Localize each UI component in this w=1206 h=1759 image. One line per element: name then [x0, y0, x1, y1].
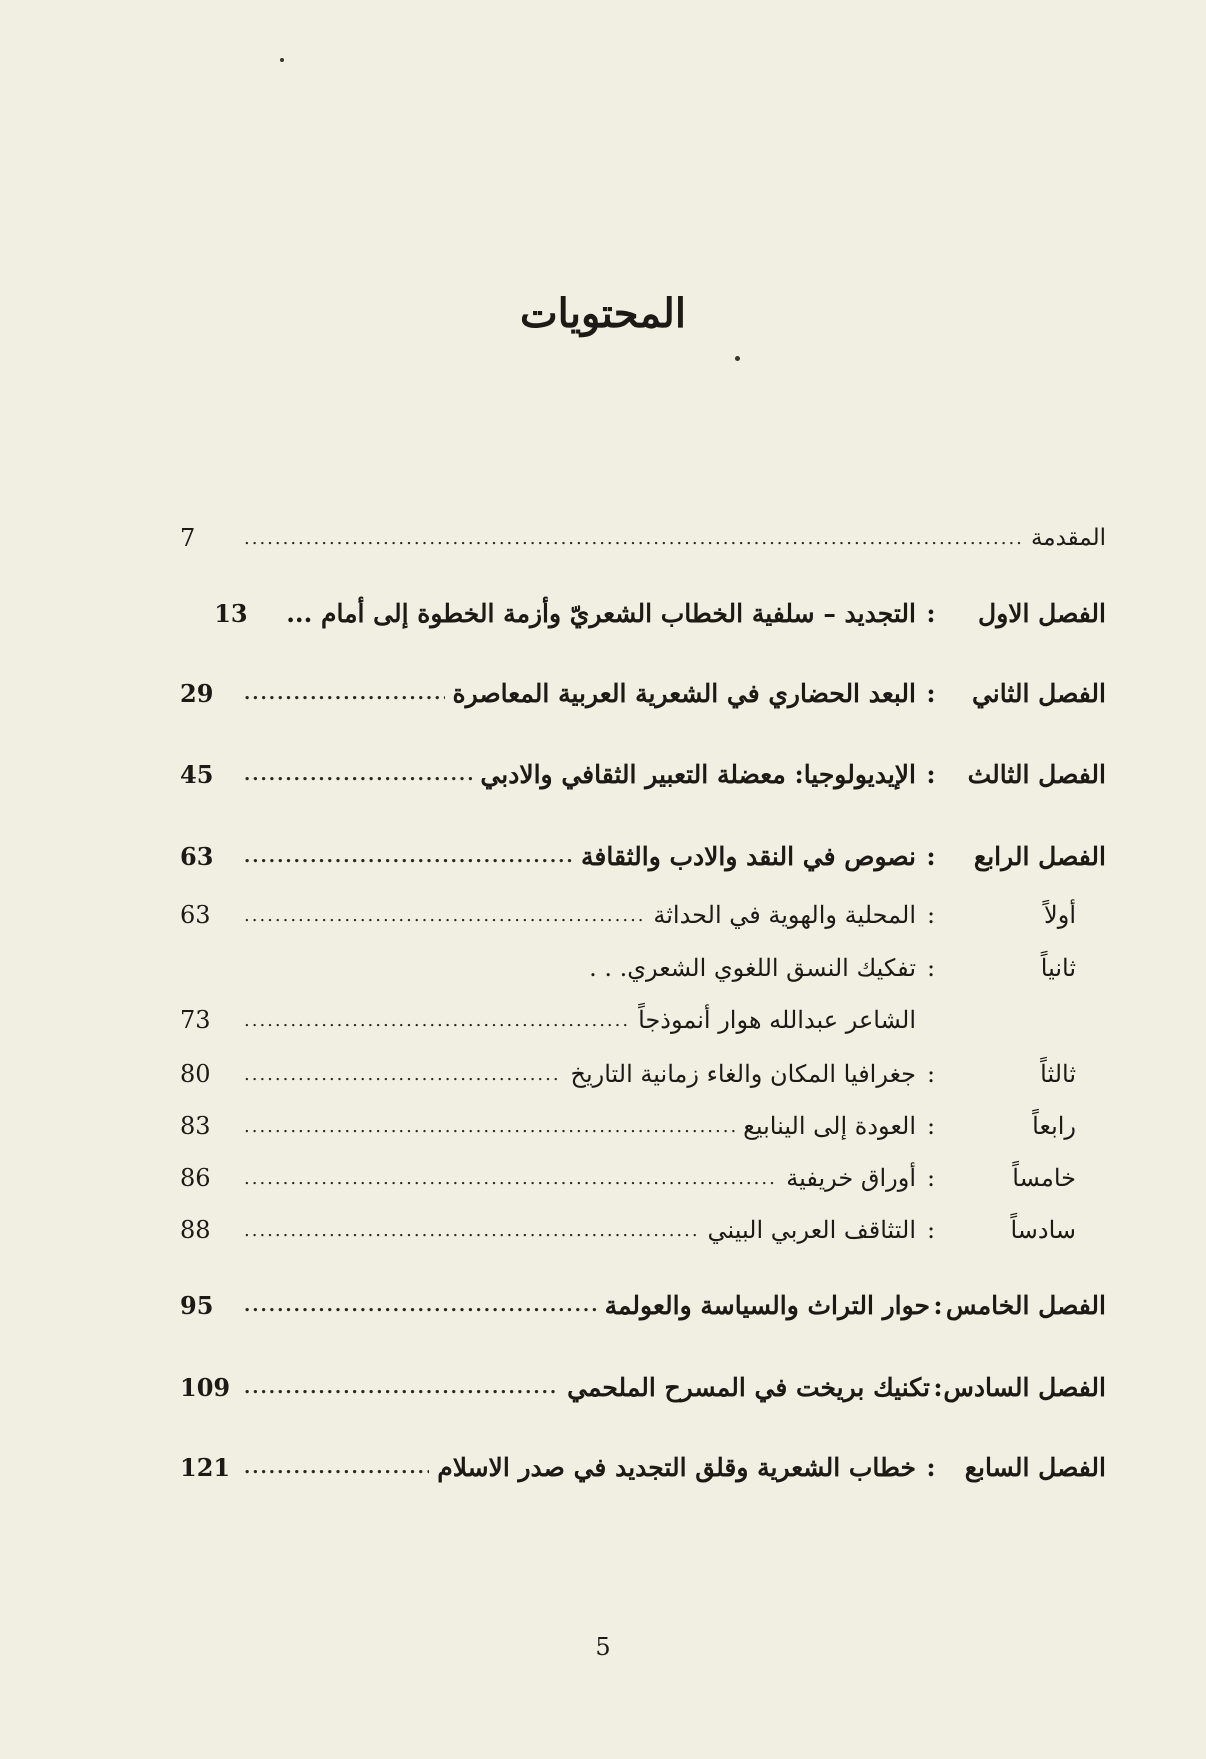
- sub-label: سادساً: [1010, 1216, 1076, 1244]
- leader-dots: [244, 1457, 429, 1478]
- leader-dots: [244, 683, 445, 704]
- leader-dots: [244, 846, 573, 867]
- sub-label: خامساً: [1012, 1164, 1076, 1192]
- colon-separator: :: [933, 1290, 943, 1320]
- entry-page-number: 63: [180, 901, 211, 929]
- entry-title: الإيديولوجيا: معضلة التعبير الثقافي والادبي: [480, 759, 916, 789]
- leader-dots: [244, 1116, 735, 1137]
- colon-separator: :: [926, 1112, 936, 1140]
- toc-entry-chapter-1[interactable]: [180, 593, 1106, 633]
- entry-page-number: 63: [180, 841, 214, 871]
- entry-title: أوراق خريفية: [786, 1164, 916, 1192]
- entry-title: تفكيك النسق اللغوي الشعري. . .: [589, 954, 916, 982]
- toc-entry-sub-5[interactable]: [180, 1158, 1106, 1198]
- chapter-label: الفصل السادس: [943, 1372, 1106, 1402]
- leader-dots: [244, 1295, 597, 1316]
- chapter-label: الفصل الاول: [978, 598, 1106, 628]
- colon-separator: :: [926, 1060, 936, 1088]
- chapter-label: الفصل الثاني: [971, 678, 1106, 708]
- leader-dots: [244, 1010, 630, 1031]
- page-title: المحتويات: [520, 290, 686, 337]
- entry-title: التثاقف العربي البيني: [707, 1216, 916, 1244]
- toc-entry-sub-1[interactable]: [180, 895, 1106, 935]
- entry-title: خطاب الشعرية وقلق التجديد في صدر الاسلام: [437, 1452, 916, 1482]
- colon-separator: :: [926, 598, 936, 628]
- colon-separator: :: [926, 678, 936, 708]
- leader-dots: [244, 764, 472, 785]
- entry-page-number: 88: [180, 1216, 211, 1244]
- toc-entry-chapter-2[interactable]: [180, 673, 1106, 713]
- entry-page-number: 83: [180, 1112, 211, 1140]
- toc-entry-sub-2-continued[interactable]: [180, 1000, 1106, 1040]
- toc-entry-sub-4[interactable]: [180, 1106, 1106, 1146]
- sub-label: ثانياً: [1040, 954, 1076, 982]
- entry-title: المحلية والهوية في الحداثة: [653, 901, 916, 929]
- leader-dots: [244, 1220, 699, 1241]
- entry-title: الشاعر عبدالله هوار أنموذجاً: [638, 1006, 916, 1034]
- entry-title: حوار التراث والسياسة والعولمة: [604, 1290, 930, 1320]
- colon-separator: :: [926, 1452, 936, 1482]
- entry-title: نصوص في النقد والادب والثقافة: [581, 841, 916, 871]
- colon-separator: :: [926, 954, 936, 982]
- toc-entry-chapter-5[interactable]: [180, 1285, 1106, 1325]
- entry-title: جغرافيا المكان والغاء زمانية التاريخ: [570, 1060, 916, 1088]
- leader-dots: [244, 1377, 559, 1398]
- toc-entry-sub-2[interactable]: [180, 948, 1106, 988]
- sub-label: أولاً: [1044, 901, 1076, 929]
- toc-entry-chapter-4[interactable]: [180, 836, 1106, 876]
- chapter-label: الفصل السابع: [964, 1452, 1106, 1482]
- sub-label: ثالثاً: [1040, 1060, 1076, 1088]
- entry-title: البعد الحضاري في الشعرية العربية المعاصرة: [452, 678, 916, 708]
- sub-label: رابعاً: [1032, 1112, 1076, 1140]
- colon-separator: :: [926, 759, 936, 789]
- leader-dots: [244, 1168, 778, 1189]
- toc-entry-chapter-6[interactable]: [180, 1367, 1106, 1407]
- entry-page-number: 121: [180, 1452, 231, 1482]
- toc-entry-sub-3[interactable]: [180, 1054, 1106, 1094]
- colon-separator: :: [926, 1164, 936, 1192]
- leader-dots: [244, 905, 645, 926]
- entry-page-number: 45: [180, 759, 214, 789]
- chapter-label: الفصل الخامس: [945, 1290, 1106, 1320]
- toc-entry-sub-6[interactable]: [180, 1210, 1106, 1250]
- entry-page-number: 95: [180, 1290, 214, 1320]
- colon-separator: :: [926, 841, 936, 871]
- toc-entry-chapter-7[interactable]: [180, 1447, 1106, 1487]
- entry-title: المقدمة: [1030, 525, 1106, 551]
- chapter-label: الفصل الرابع: [973, 841, 1106, 871]
- entry-page-number: 86: [180, 1164, 211, 1192]
- entry-title: العودة إلى الينابيع: [743, 1112, 916, 1140]
- entry-page-number: 29: [180, 678, 214, 708]
- leader-dots: [244, 1064, 562, 1085]
- table-of-contents: [180, 0, 1106, 1759]
- entry-page-number: 13: [214, 598, 248, 628]
- toc-entry-chapter-3[interactable]: [180, 754, 1106, 794]
- colon-separator: :: [926, 1216, 936, 1244]
- colon-separator: :: [933, 1372, 943, 1402]
- entry-page-number: 73: [180, 1006, 211, 1034]
- entry-page-number: 7: [180, 524, 196, 552]
- colon-separator: :: [926, 901, 936, 929]
- entry-page-number: 109: [180, 1372, 231, 1402]
- page-number: 5: [595, 1633, 611, 1661]
- chapter-label: الفصل الثالث: [967, 759, 1106, 789]
- entry-title: تكنيك بريخت في المسرح الملحمي: [567, 1372, 930, 1402]
- toc-entry-introduction[interactable]: [180, 518, 1106, 558]
- entry-title: التجديد – سلفية الخطاب الشعريّ وأزمة الخطوة إلى أمام ...: [286, 598, 916, 628]
- leader-dots: [244, 528, 1021, 549]
- entry-page-number: 80: [180, 1060, 211, 1088]
